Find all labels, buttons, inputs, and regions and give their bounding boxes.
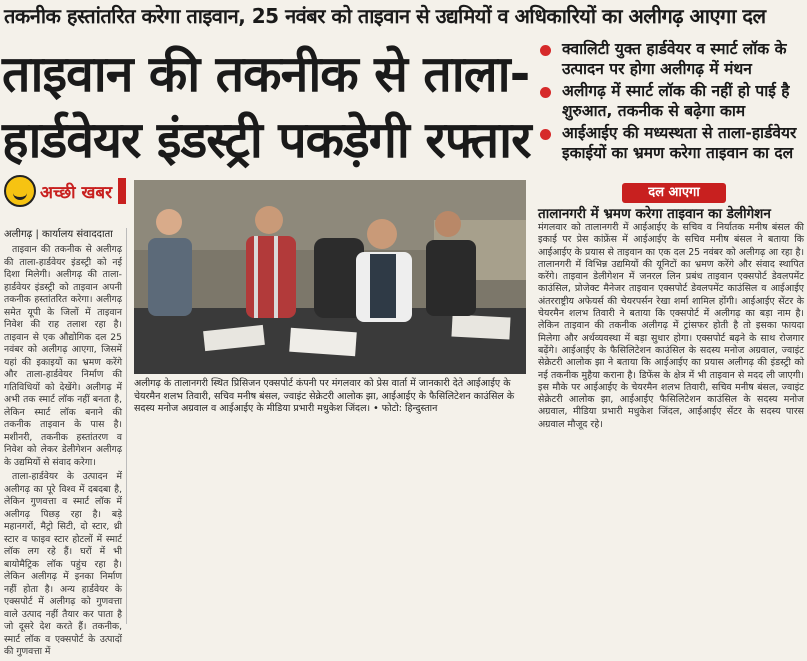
- bullet-icon: [540, 129, 551, 140]
- highlights-list: [538, 40, 804, 166]
- column-divider: [126, 228, 127, 624]
- good-news-logo: [2, 174, 126, 208]
- highlight-item: [538, 82, 804, 121]
- kicker-line: तकनीक हस्तांतरित करेगा ताइवान, 25 नवंबर को ताइवान से उद्यमियों व अधिकारियों का अलीगढ़ आएगा दल: [4, 4, 766, 28]
- left-body-column: [4, 244, 122, 661]
- highlight-text: अलीगढ़ में स्मार्ट लॉक की नहीं हो पाई है शुरुआत, तकनीक से बढ़ेगा काम: [562, 82, 790, 120]
- headline-line-1: ताइवान की तकनीक से ताला-: [2, 45, 530, 103]
- highlight-item: [538, 124, 804, 163]
- photo-caption: अलीगढ़ के तालानगरी स्थित प्रिसिजन एक्सपोर्ट कंपनी पर मंगलवार को प्रेस वार्ता में जानकारी देते आईआईए के चेयरमैन शलभ तिवारी, सचिव मनीष बंसल, ज्वाइंट सेक्रेटरी आलोक झा, आईआईए के फैसिलिटेशन काउंसिल के सदस्य मनोज अग्रवाल व आईआईए के मीडिया प्रभारी मधुकेश जिंदल। • फोटो: हिन्दुस्तान: [134, 378, 515, 414]
- news-photo: [134, 180, 526, 374]
- highlight-text: क्वालिटी युक्त हार्डवेयर व स्मार्ट लॉक के उत्पादन पर होगा अलीगढ़ में मंथन: [562, 40, 787, 78]
- smiley-sun-icon: [4, 175, 36, 207]
- right-body-column: मंगलवार को तालानगरी में आईआईए के सचिव व निर्यातक मनीष बंसल की इकाई पर प्रेस कांफ्रेंस में आईआईए के सचिव मनीष बंसल ने बताया कि आईआईए के प्रयास से ताइवान का एक दल 25 नवंबर को अलीगढ़ आ रहा है। तालानगरी में विभिन्न उद्यमियों की यूनिटों का भ्रमण करेंगे और संवाद स्थापित करेंगे। ताइवान डेलीगेशन में जनरल लिन प्रबंध ताइवान एक्सपोर्ट डेवलपमेंट काउंसिल, प्रोजेक्ट मैनेजर ताइवान एक्सपोर्ट डेवलपमेंट काउंसिल व आईआईए अंतरराष्ट्रीय अफेयर्स की चेयरपर्सन रेखा शर्मा शामिल होंगी। आईआईए सेंटर के चेयरमैन शलभ तिवारी ने बताया कि एक्सपोर्ट में अलीगढ़ का बड़ा नाम है। लेकिन ताइवान की तकनीक अलीगढ़ में ट्रांसफर होती है तो इसका फायदा मिलेगा और अर्थव्यवस्था में बड़ा सुधार होगा। एक्सपोर्ट बढ़ने के साथ रोजगार बढ़ेंगे। आईआईए के फैसिलिटेशन काउंसिल के सदस्य मनोज अग्रवाल, ज्वाइंट सेक्रेटरी आलोक झा ने बताया कि आईआईए का प्रयास अलीगढ़ की इंडस्ट्री को नई तकनीक मुहैया कराना है। डिफेंस के क्षेत्र में भी ताइवान से मदद ली जाएगी। इस मौके पर आईआईए के चेयरमैन शलभ तिवारी, सचिव मनीष बंसल, ज्वाइंट सेक्रेटरी आलोक झा, आईआईए फैसिलिटेशन काउंसिल के सदस्य मनोज अग्रवाल, मीडिया प्रभारी मधुकेश जिंदल, आईआईए सेंटर के सदस्य पारस अग्रवाल मौजूद रहे।: [538, 222, 804, 430]
- highlight-text: आईआईए की मध्यस्थता से ताला-हार्डवेयर इकाईयों का भ्रमण करेगा ताइवान का दल: [562, 124, 797, 162]
- dateline: अलीगढ़ | कार्यालय संवाददाता: [4, 229, 113, 240]
- headline-line-2: हार्डवेयर इंडस्ट्री पकड़ेगी रफ्तार: [2, 111, 531, 169]
- highlight-item: [538, 40, 804, 79]
- press-conference-photo: [134, 180, 526, 374]
- logo-red-bar: [118, 178, 126, 204]
- logo-label: अच्छी खबर: [40, 183, 113, 203]
- bullet-icon: [540, 87, 551, 98]
- section-tag: दल आएगा: [622, 183, 726, 203]
- bullet-icon: [540, 45, 551, 56]
- body-paragraph: ताला-हार्डवेयर के उत्पादन में अलीगढ़ का पूरे विश्व में दबदबा है, लेकिन गुणवत्ता व स्मार्ट लॉक में अलीगढ़ पिछड़ रहा है। बड़े महानगरों, मैट्रो सिटी, दो स्टार, थ्री स्टार व फाइव स्टार होटलों में स्मार्ट लॉक लग रहे हैं। घरों में भी बायोमैट्रिक लॉक पहुंच रहा है। लेकिन अलीगढ़ में इनका निर्माण नहीं होता है। अन्य हार्डवेयर के एक्सपोर्ट में अलीगढ़ को गुणवत्ता वाले उत्पाद नहीं तैयार कर पाता है जो दूसरे देश करते हैं। तकनीक, स्मार्ट लॉक व एक्सपोर्ट के उत्पादों की गुणवत्ता में: [4, 471, 122, 657]
- body-paragraph: ताइवान की तकनीक से अलीगढ़ की ताला-हार्डवेयर इंडस्ट्री को नई दिशा मिलेगी। अलीगढ़ की ताला-हार्डवेयर इंडस्ट्री को ताइवान अपनी तकनीक हस्तांतरित करेगा। अलीगढ़ समेत यूपी के जिलों में ताइवान निवेश की राह तलाश रहा है। ताइवान से एक औद्योगिक दल 25 नवंबर को अलीगढ़ आएगा, जिसमें यहां की इकाइयों का भ्रमण करेंगे और ताला-हार्डवेयर निर्माण की गतिविधियों को देखेंगे। अलीगढ़ में अभी तक स्मार्ट लॉक नहीं बनता है, लेकिन स्मार्ट लॉक बनाने की तकनीक ताइवान के पास है। मशीनरी, तकनीक हस्तांतरण व निवेश को लेकर डेलीगेशन अलीगढ़ के उद्यमियों से संवाद करेगा।: [4, 244, 122, 468]
- subheading: तालानगरी में भ्रमण करेगा ताइवान का डेलीगेशन: [538, 206, 771, 222]
